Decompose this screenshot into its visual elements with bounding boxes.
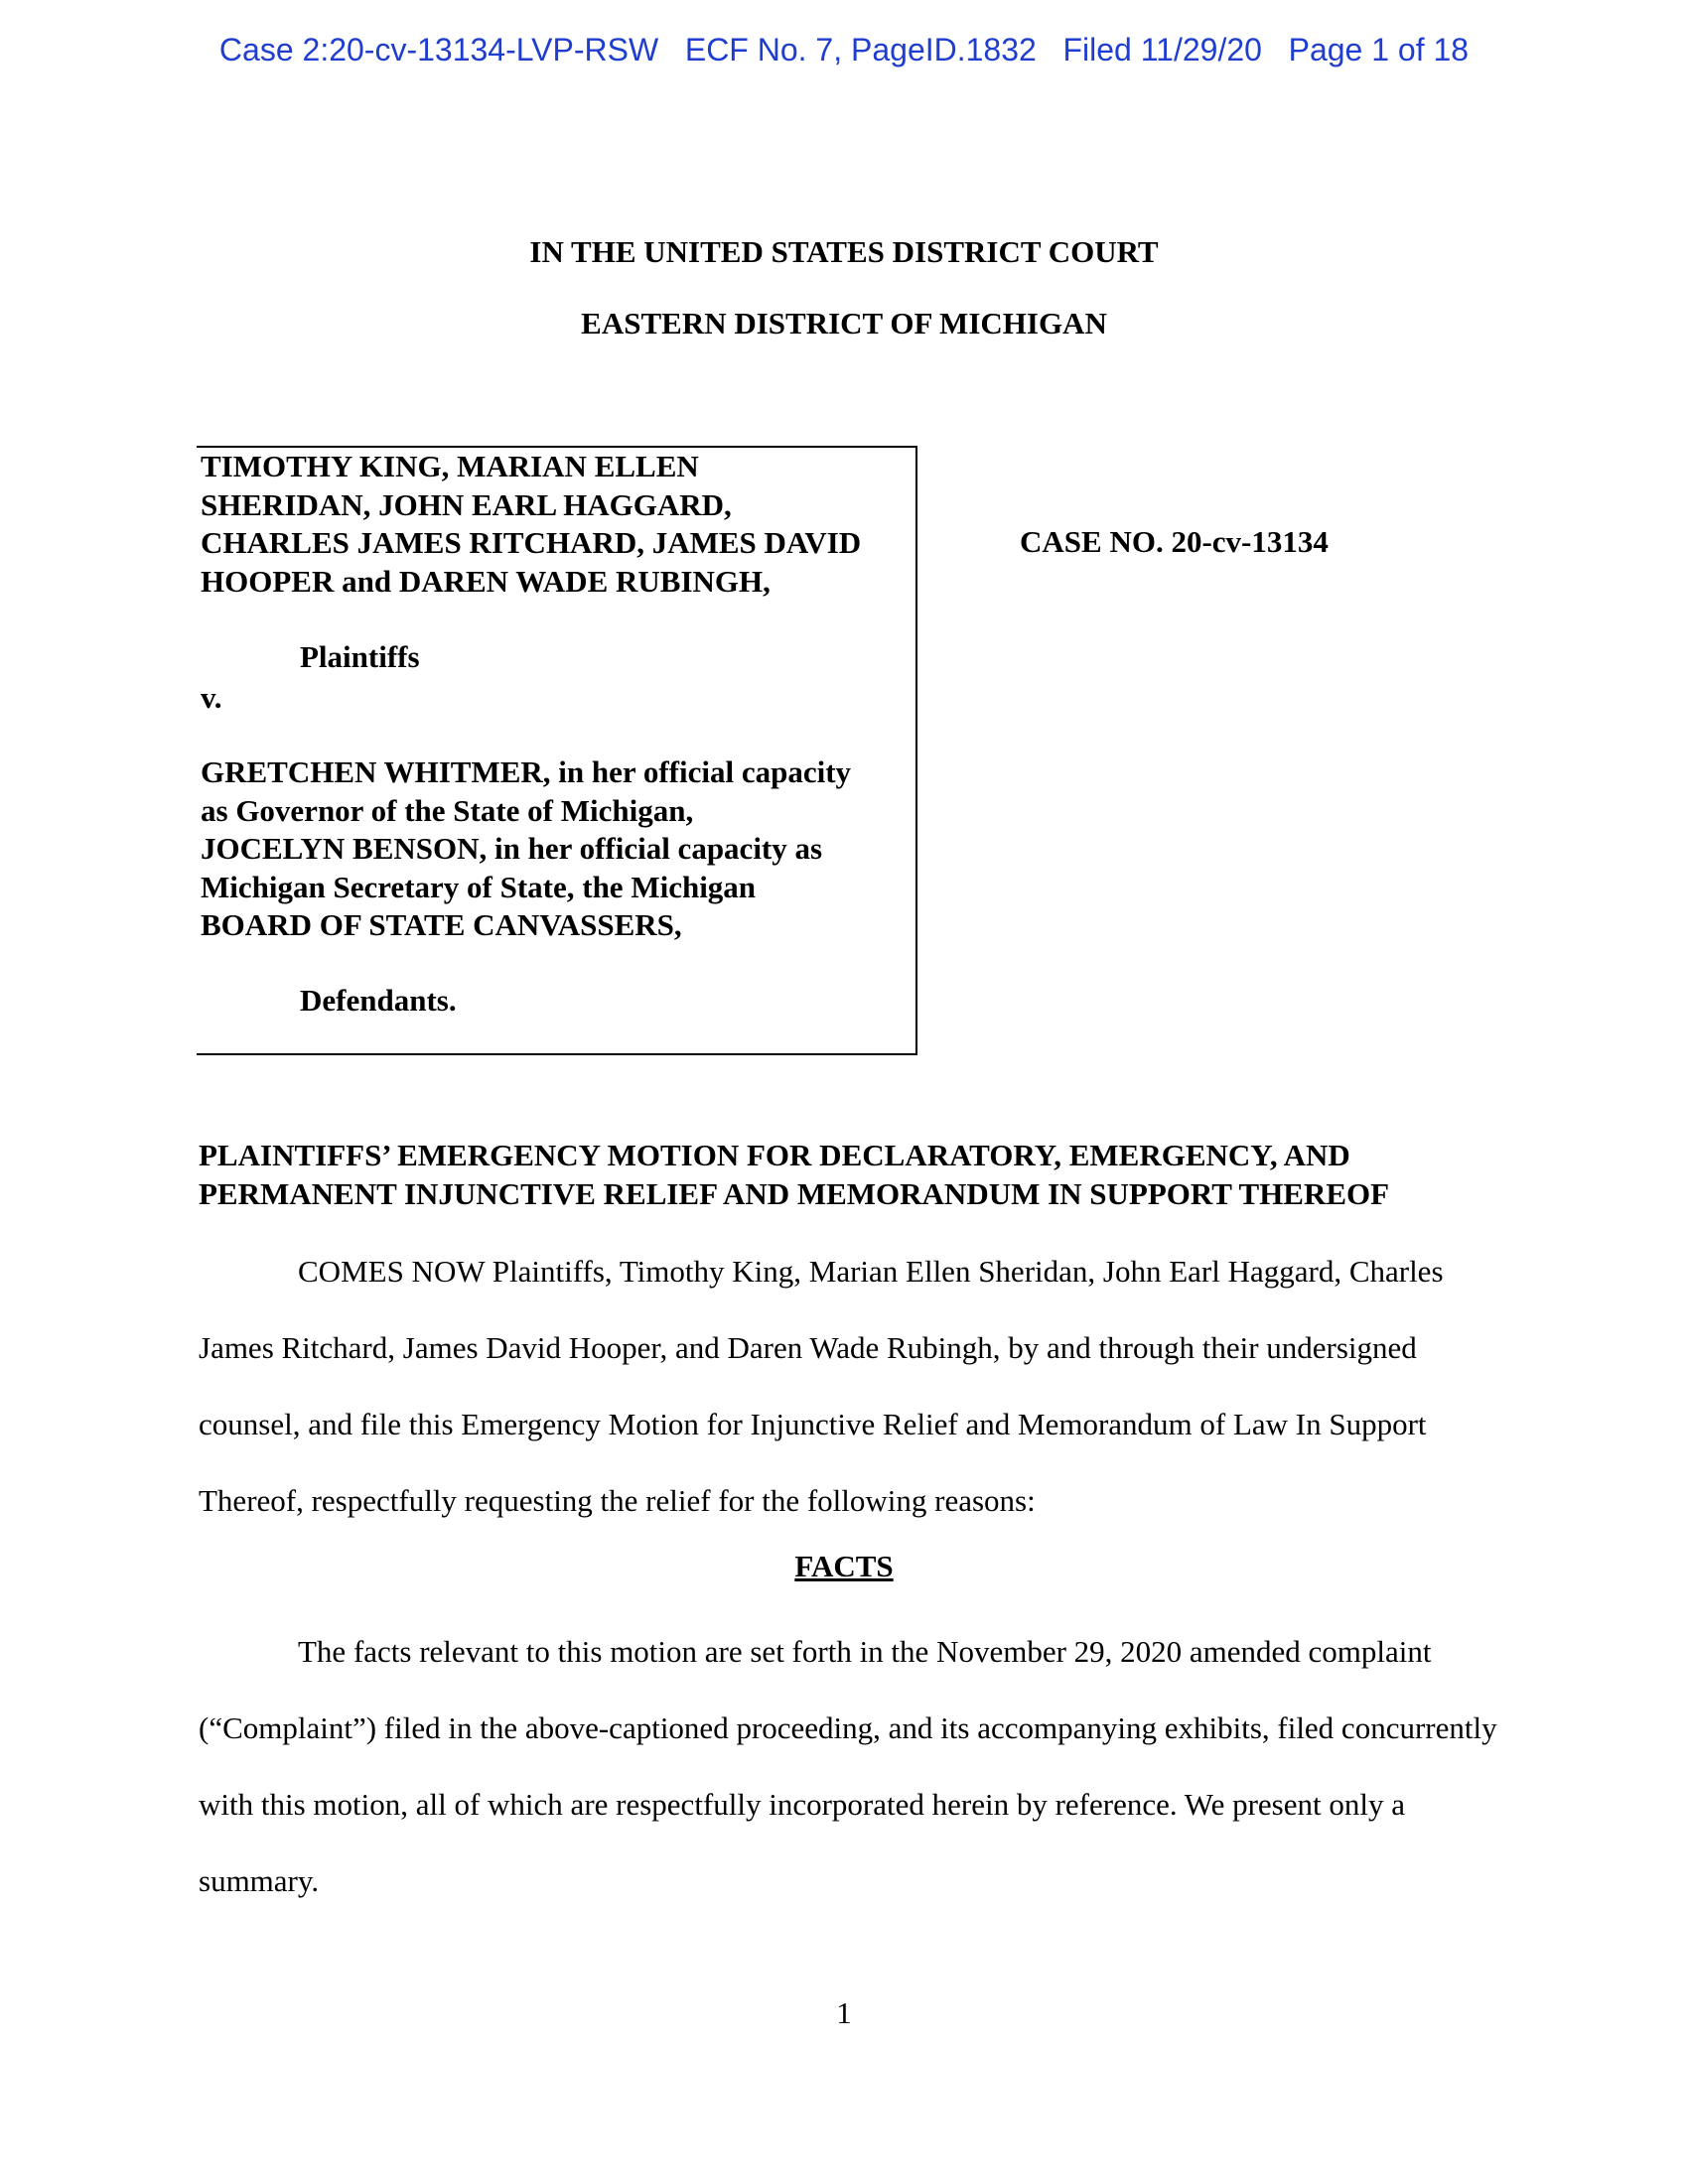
- ecf-filing-header: Case 2:20-cv-13134-LVP-RSW ECF No. 7, PageID.1832 Filed 11/29/20 Page 1 of 18: [218, 32, 1470, 68]
- motion-title: PLAINTIFFS’ EMERGENCY MOTION FOR DECLARATORY, EMERGENCY, AND PERMANENT INJUNCTIVE RELIEF AND MEMORANDUM IN SUPPORT THEREOF: [199, 1138, 1390, 1211]
- intro-paragraph: COMES NOW Plaintiffs, Timothy King, Marian Ellen Sheridan, John Earl Haggard, Charles James Ritchard, James David Hooper, and Daren Wade Rubingh, by and through their undersigned counsel, and file this Emergency Motion for Injunctive Relief and Memorandum of Law In Support Thereof, respectfully requesting the relief for the following reasons:: [199, 1254, 1444, 1518]
- facts-heading: FACTS: [794, 1549, 894, 1583]
- page-number: 1: [836, 1995, 852, 2030]
- case-number: CASE NO. 20-cv-13134: [1020, 524, 1329, 559]
- versus-label: v.: [201, 680, 222, 715]
- facts-section: [199, 1613, 1499, 1919]
- facts-paragraph: The facts relevant to this motion are set forth in the November 29, 2020 amended complaint (“Complaint”) filed in the above-captioned proceeding, and its accompanying exhibits, filed concurrently with this motion, all of which are respectfully incorporated herein by reference. We present only a summary.: [199, 1634, 1497, 1898]
- intro-section: [199, 1233, 1499, 1539]
- plaintiffs-label: Plaintiffs: [300, 639, 420, 674]
- plaintiffs-names: TIMOTHY KING, MARIAN ELLEN SHERIDAN, JOHN EARL HAGGARD, CHARLES JAMES RITCHARD, JAMES DAVID HOOPER and DAREN WADE RUBINGH,: [201, 449, 862, 599]
- defendants-names: GRETCHEN WHITMER, in her official capacity as Governor of the State of Michigan, JOCELYN BENSON, in her official capacity as Michigan Secretary of State, the Michigan BOARD OF STATE CANVASSERS,: [201, 754, 852, 942]
- defendants-label: Defendants.: [300, 983, 457, 1018]
- court-district: EASTERN DISTRICT OF MICHIGAN: [581, 306, 1107, 341]
- court-name: IN THE UNITED STATES DISTRICT COURT: [529, 234, 1159, 269]
